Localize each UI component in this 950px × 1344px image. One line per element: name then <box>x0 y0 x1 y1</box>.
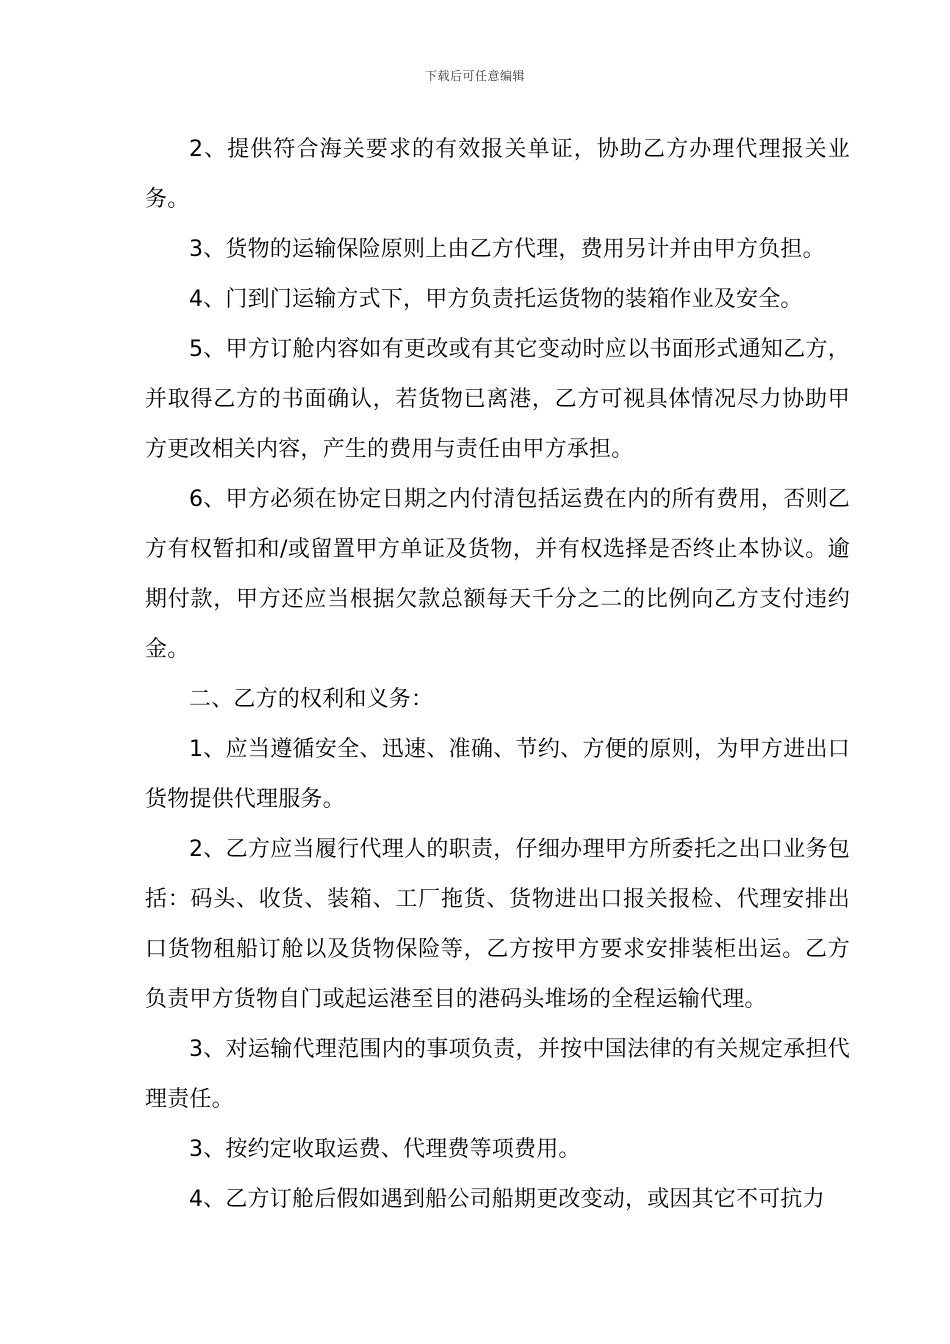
paragraph-item-5-booking-change: 5、甲方订舱内容如有更改或有其它变动时应以书面形式通知乙方，并取得乙方的书面确认，若货物已离港，乙方可视具体情况尽力协助甲方更改相关内容，产生的费用与责任由甲方承担。 <box>145 337 850 462</box>
paragraph-item-6-payment: 6、甲方必须在协定日期之内付清包括运费在内的所有费用，否则乙方有权暂扣和/或留置甲方单证及货物，并有权选择是否终止本协议。逾期付款，甲方还应当根据欠款总额每天千分之二的比例向乙方支付违约金。 <box>145 487 850 662</box>
paragraph-item-2-customs: 2、提供符合海关要求的有效报关单证，协助乙方办理代理报关业务。 <box>145 137 850 212</box>
paragraph-b-item-4-schedule-change: 4、乙方订舱后假如遇到船公司船期更改变动，或因其它不可抗力 <box>189 1187 825 1212</box>
document-body <box>145 125 850 1225</box>
paragraph-b-item-1-principles: 1、应当遵循安全、迅速、准确、节约、方便的原则，为甲方进出口货物提供代理服务。 <box>145 737 850 812</box>
paragraph-item-4-door-to-door: 4、门到门运输方式下，甲方负责托运货物的装箱作业及安全。 <box>189 287 803 312</box>
paragraph-b-item-3-liability: 3、对运输代理范围内的事项负责，并按中国法律的有关规定承担代理责任。 <box>145 1037 850 1112</box>
paragraph-b-item-3-fees: 3、按约定收取运费、代理费等项费用。 <box>189 1137 581 1162</box>
header-note: 下载后可任意编辑 <box>424 69 525 83</box>
section-heading-party-b-rights: 二、乙方的权利和义务： <box>189 687 434 712</box>
paragraph-b-item-2-duties: 2、乙方应当履行代理人的职责，仔细办理甲方所委托之出口业务包括：码头、收货、装箱、工厂拖货、货物进出口报关报检、代理安排出口货物租船订舱以及货物保险等，乙方按甲方要求安排装柜出运。乙方负责甲方货物自门或起运港至目的港码头堆场的全程运输代理。 <box>145 837 850 1012</box>
paragraph-item-3-insurance: 3、货物的运输保险原则上由乙方代理，费用另计并由甲方负担。 <box>189 237 825 262</box>
